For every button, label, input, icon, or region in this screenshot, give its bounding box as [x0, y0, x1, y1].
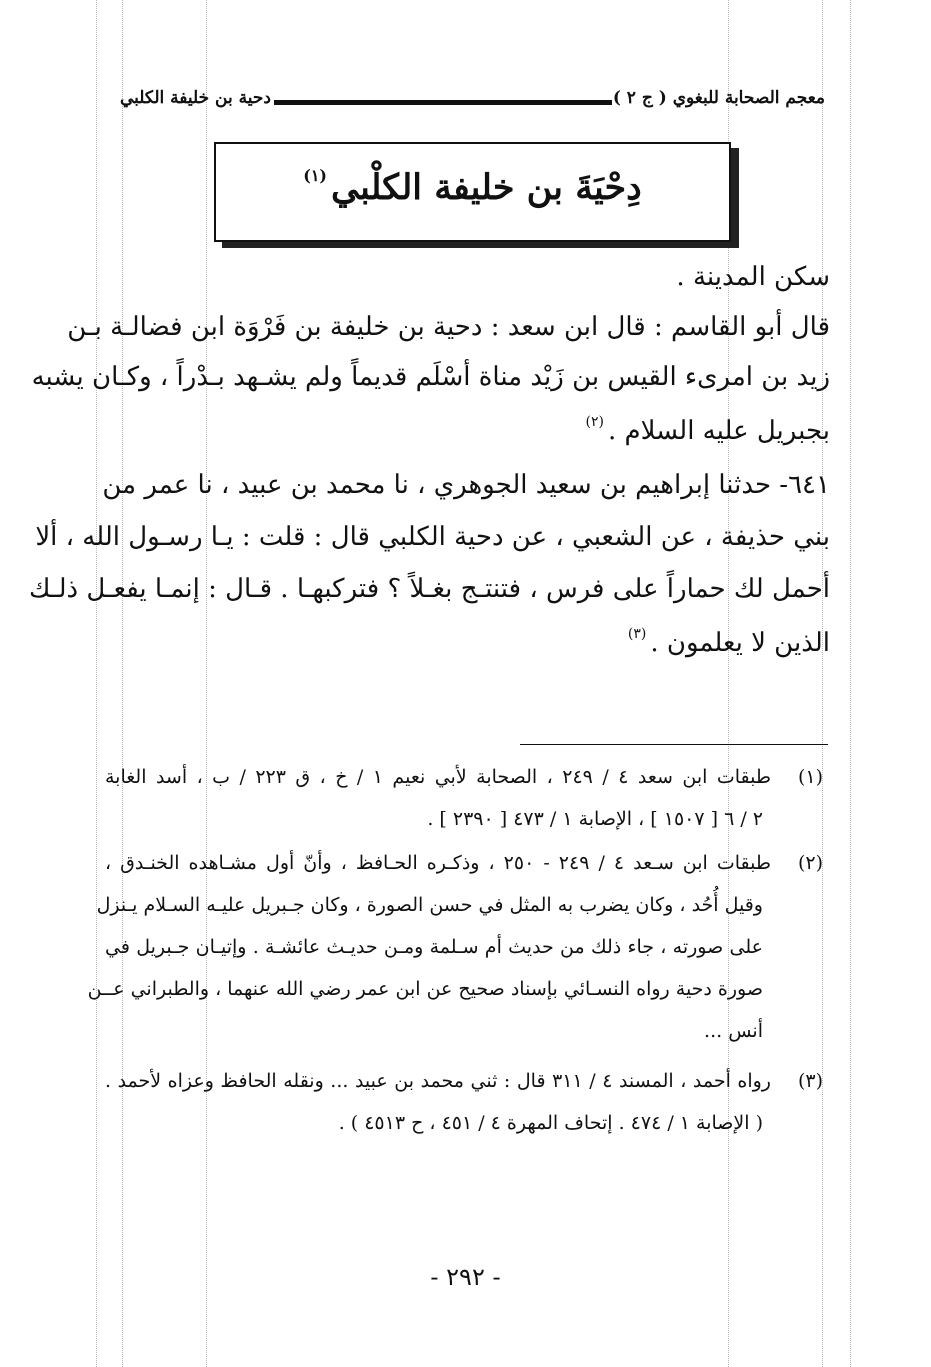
body-line: أحمل لك حماراً على فرس ، فتنتـج بغـلاً ؟ فتركبهـا . قـال : إنمـا يفعـل ذلـك — [29, 574, 830, 604]
footnote-line: أنس ... — [704, 1020, 763, 1042]
footnote-line: على صورته ، جاء ذلك من حديث أم سـلمة ومـن حديـث عائشـة . وإتيـان جـبريل في — [105, 936, 763, 958]
body-line: سكن المدينة . — [676, 262, 830, 292]
footnote-line: صورة دحية رواه النسـائي بإسناد صحيح عن ابن عمر رضي الله عنهما ، والطبراني عــن — [87, 978, 763, 1000]
header-rule — [274, 100, 612, 105]
margin-guide-line — [850, 0, 851, 1367]
entry-title-box — [214, 142, 731, 242]
body-line — [110, 626, 830, 658]
footnote-line: ( الإصابة ١ / ٤٧٤ . إتحاف المهرة ٤ / ٤٥١ ، ح ٤٥١٣ ) . — [338, 1112, 763, 1134]
footnote-ref: (٢) — [585, 414, 604, 430]
header-entry-title: دحية بن خليفة الكلبي — [120, 88, 271, 108]
entry-title-text: دِحْيَةَ بن خليفة الكلْبي — [330, 167, 642, 208]
footnote-line: رواه أحمد ، المسند ٤ / ٣١١ قال : ثني محمد بن عبيد ... ونقله الحافظ وعزاه لأحمد . — [105, 1070, 771, 1092]
body-line: بني حذيفة ، عن الشعبي ، عن دحية الكلبي قال : قلت : يـا رسـول الله ، ألا — [35, 522, 830, 552]
footnote-line: وقيل أُحُد ، وكان يضرب به المثل في حسن الصورة ، وكان جـبريل عليـه السـلام يـنزل — [96, 894, 763, 916]
footnote-line: طبقات ابن سـعد ٤ / ٢٤٩ - ٢٥٠ ، وذكـره الحـافظ ، وأنّ أول مشـاهده الخنـدق ، — [105, 852, 772, 874]
body-line: ٦٤١- حدثنا إبراهيم بن سعيد الجوهري ، نا محمد بن عبيد ، نا عمر من — [102, 470, 830, 500]
margin-guide-line — [206, 0, 207, 1367]
margin-guide-line — [96, 0, 97, 1367]
footnote-ref: (٣) — [627, 626, 647, 642]
entry-title — [216, 166, 729, 208]
body-line: زيد بن امرىء القيس بن زَيْد مناة أسْلَم قديماً ولم يشـهد بـدْراً ، وكـان يشبه — [31, 362, 830, 392]
header-book-title: معجم الصحابة للبغوي ( ج ٢ ) — [612, 88, 825, 108]
margin-guide-line — [122, 0, 123, 1367]
footnote-number: (١) — [797, 766, 823, 788]
body-text: بجبريل عليه السلام . — [607, 416, 830, 446]
footnote-line: طبقات ابن سعد ٤ / ٢٤٩ ، الصحابة لأبي نعيم ١ / خ ، ق ٢٢٣ / ب ، أسد الغابة — [105, 766, 771, 788]
body-text: الذين لا يعلمون . — [650, 628, 830, 658]
footnote-separator — [520, 744, 828, 745]
body-line — [110, 414, 830, 446]
title-footnote-marker: (١) — [303, 166, 327, 185]
footnote-number: (٣) — [797, 1070, 823, 1092]
page-number: - ٢٩٢ - — [430, 1263, 501, 1291]
footnote-number: (٢) — [797, 852, 823, 874]
footnote-line: ٢ / ٦ [ ١٥٠٧ ] ، الإصابة ١ / ٤٧٣ [ ٢٣٩٠ ] . — [427, 808, 763, 830]
body-line: قال أبو القاسم : قال ابن سعد : دحية بن خليفة بن فَرْوَة ابن فضالـة بـن — [67, 312, 830, 342]
margin-guide-line — [822, 0, 823, 1367]
